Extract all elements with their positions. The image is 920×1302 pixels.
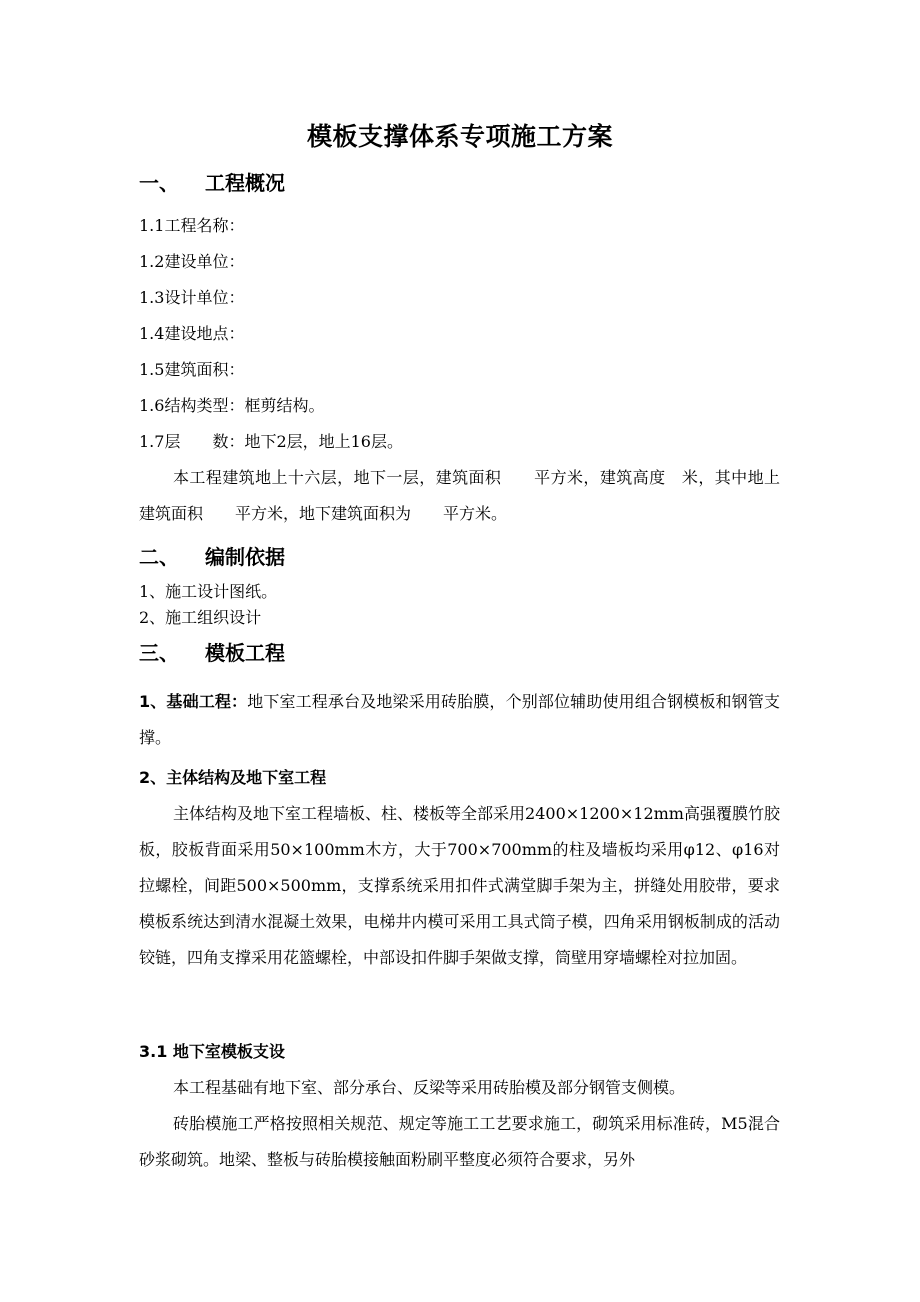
- overview-item: 1.1工程名称：: [139, 216, 245, 235]
- overview-item: 1.2建设单位：: [139, 252, 245, 271]
- basis-item: 1、施工设计图纸。: [139, 582, 278, 601]
- section-number: 一、: [139, 171, 179, 195]
- section-title: 工程概况: [205, 171, 285, 195]
- basement-paragraph-2: 砖胎模施工严格按照相关规范、规定等施工工艺要求施工，砌筑采用标准砖，M5混合砂浆砌筑。地梁、整板与砖胎模接触面粉刷平整度必须符合要求，另外: [139, 1114, 780, 1169]
- section-title: 编制依据: [205, 545, 285, 569]
- overview-item: 1.7层 数：地下2层，地上16层。: [139, 432, 403, 451]
- foundation-label: 1、基础工程：: [139, 692, 248, 711]
- section-number: 三、: [139, 641, 179, 665]
- main-structure-paragraph: 主体结构及地下室工程墙板、柱、楼板等全部采用2400×1200×12mm高强覆膜竹胶板，胶板背面采用50×100mm木方，大于700×700mm的柱及墙板均采用φ12、φ16对拉螺栓，间距500×500mm，支撑系统采用扣件式满堂脚手架为主，拼缝处用胶带，要求模板系统达到清水混凝土效果，电梯井内模可采用工具式筒子模，四角采用钢板制成的活动铰链，四角支撑采用花篮螺栓，中部设扣件脚手架做支撑，筒壁用穿墙螺栓对拉加固。: [139, 804, 780, 967]
- section-number: 二、: [139, 545, 179, 569]
- section-heading-formwork: [139, 638, 285, 668]
- section-heading-overview: [139, 168, 285, 198]
- foundation-text: 地下室工程承台及地梁采用砖胎膜，个别部位辅助使用组合钢模板和钢管支撑。: [139, 692, 780, 747]
- document-title: 模板支撑体系专项施工方案: [306, 122, 613, 151]
- overview-item: 1.3设计单位：: [139, 288, 245, 307]
- overview-item: 1.5建筑面积：: [139, 360, 245, 379]
- foundation-paragraph: [139, 684, 780, 756]
- basis-item: 2、施工组织设计: [139, 608, 262, 627]
- overview-item: 1.4建设地点：: [139, 324, 245, 343]
- section-heading-basis: [139, 542, 285, 572]
- section-title: 模板工程: [205, 641, 285, 665]
- subheading-main-structure: 2、主体结构及地下室工程: [139, 768, 327, 787]
- overview-item: 1.6结构类型：框剪结构。: [139, 396, 325, 415]
- subheading-basement-formwork: 3.1 地下室模板支设: [139, 1042, 285, 1061]
- basement-paragraph-1: 本工程基础有地下室、部分承台、反梁等采用砖胎模及部分钢管支侧模。: [173, 1078, 686, 1097]
- overview-paragraph: 本工程建筑地上十六层，地下一层，建筑面积 平方米，建筑高度 米，其中地上建筑面积 平方米，地下建筑面积为 平方米。: [139, 468, 780, 523]
